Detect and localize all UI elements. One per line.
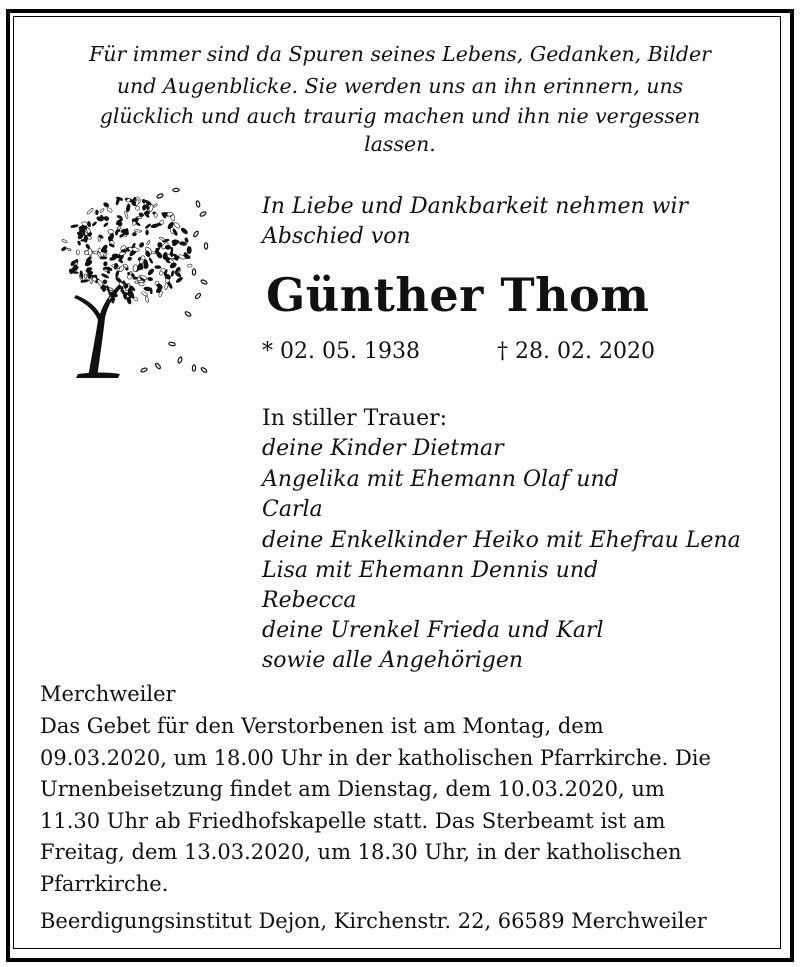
leaf [77,241,81,246]
falling-leaf [199,211,206,217]
leaf [180,227,188,235]
leaf [187,264,192,268]
leaf [88,248,93,256]
leaf [147,268,155,276]
details-line: Freitag, dem 13.03.2020, um 18.30 Uhr, in der katholischen [40,840,682,864]
leaf [76,250,79,255]
leaf [108,229,114,234]
leaf [122,292,128,295]
falling-leaf [173,188,180,192]
leaf [135,205,141,211]
falling-leaf [196,200,201,207]
leaf [107,207,113,213]
falling-leaf [184,311,191,317]
leaf [62,239,68,243]
mourner-line: deine Enkelkinder Heiko mit Ehefrau Lena [262,528,741,553]
leaf [142,204,147,210]
leaf [103,222,108,227]
leaf [133,277,138,279]
poem-line-2: und Augenblicke. Sie werden uns an ihn erinnern, uns [116,74,684,98]
poem-line-1: Für immer sind da Spuren seines Lebens, Gedanken, Bilder [89,42,711,66]
leaf [151,223,160,228]
leaf [132,232,137,237]
leaf [171,270,175,276]
place: Merchweiler [40,682,176,706]
falling-leaf [155,363,162,370]
leaf [159,236,165,241]
leaf [103,261,108,266]
intro-line-2: Abschied von [262,224,411,249]
falling-leaf [177,356,182,363]
mourners-heading: In stiller Trauer: [262,406,448,431]
falling-leaf [140,367,147,372]
mourner-line: Lisa mit Ehemann Dennis und [262,558,599,583]
leaf [175,276,183,283]
poem-line-4: lassen. [364,132,436,156]
leaf [99,208,104,213]
leaf [146,230,149,235]
leaf [87,270,91,279]
leaf [117,215,123,219]
falling-leaf [193,230,199,237]
leaf [115,270,119,277]
leaf [157,242,162,247]
death-date: † 28. 02. 2020 [497,339,655,364]
leaf [145,296,149,303]
leaf [87,221,91,227]
leaf [187,246,192,253]
leaf [126,204,131,212]
birth-date: * 02. 05. 1938 [262,339,420,364]
details-line: 09.03.2020, um 18.00 Uhr in der katholischen Pfarrkirche. Die [40,746,711,770]
leaf [101,273,109,279]
leaf [109,233,115,241]
falling-leaf [192,269,195,275]
falling-leaf [192,365,196,372]
windblown-tree-icon [48,184,214,378]
falling-leaf [156,193,163,199]
leaf [86,208,93,215]
undertaker-line: Beerdigungsinstitut Dejon, Kirchenstr. 22, 66589 Merchweiler [40,909,707,933]
details-line: Urnenbeisetzung findet am Dienstag, dem 10.03.2020, um [40,777,665,801]
leaf [100,256,107,259]
mourner-line: sowie alle Angehörigen [262,648,524,673]
leaf [117,226,122,230]
leaf [146,240,150,245]
leaf [127,256,132,261]
leaf [141,291,148,296]
leaf [173,222,181,229]
details-line: Pfarrkirche. [40,872,169,896]
mourner-line: Carla [262,497,323,522]
leaf [172,240,179,244]
falling-leaf [200,367,207,373]
leaf [155,265,161,268]
leaf [147,277,153,281]
falling-leaf [195,293,202,300]
leaf [92,221,97,226]
leaf [169,262,177,269]
leaf [154,213,158,218]
leaf [148,204,154,212]
leaf [103,252,108,256]
leaf [103,202,110,208]
leaf [67,248,72,251]
intro-line-1: In Liebe und Dankbarkeit nehmen wir [262,194,689,219]
leaf [61,246,67,251]
leaf [145,223,151,229]
leaf [71,224,79,228]
leaf [138,242,144,248]
leaf [95,210,98,215]
leaf [153,203,158,207]
details-line: Das Gebet für den Verstorbenen ist am Montag, dem [40,714,604,738]
falling-leaf [204,243,207,250]
mourner-line: deine Kinder Dietmar [262,436,504,461]
leaf [149,257,154,263]
mourner-line: Rebecca [262,588,357,613]
falling-leaf [200,279,207,285]
leaf [98,237,101,242]
falling-leaf [169,342,176,346]
poem-line-3: glücklich und auch traurig machen und ihn nie vergessen [99,104,701,128]
leaf [138,280,144,282]
leaf [121,250,126,253]
leaf [84,259,93,267]
details-line: 11.30 Uhr ab Friedhofskapelle statt. Das Sterbeamt ist am [40,809,666,833]
deceased-name: Günther Thom [266,268,650,322]
mourner-line: Angelika mit Ehemann Olaf und [262,467,619,492]
leaf [103,216,109,222]
leaf [144,287,152,292]
mourner-line: deine Urenkel Frieda und Karl [262,618,604,643]
leaf [84,274,87,279]
leaf [165,245,171,249]
leaf [134,229,142,232]
